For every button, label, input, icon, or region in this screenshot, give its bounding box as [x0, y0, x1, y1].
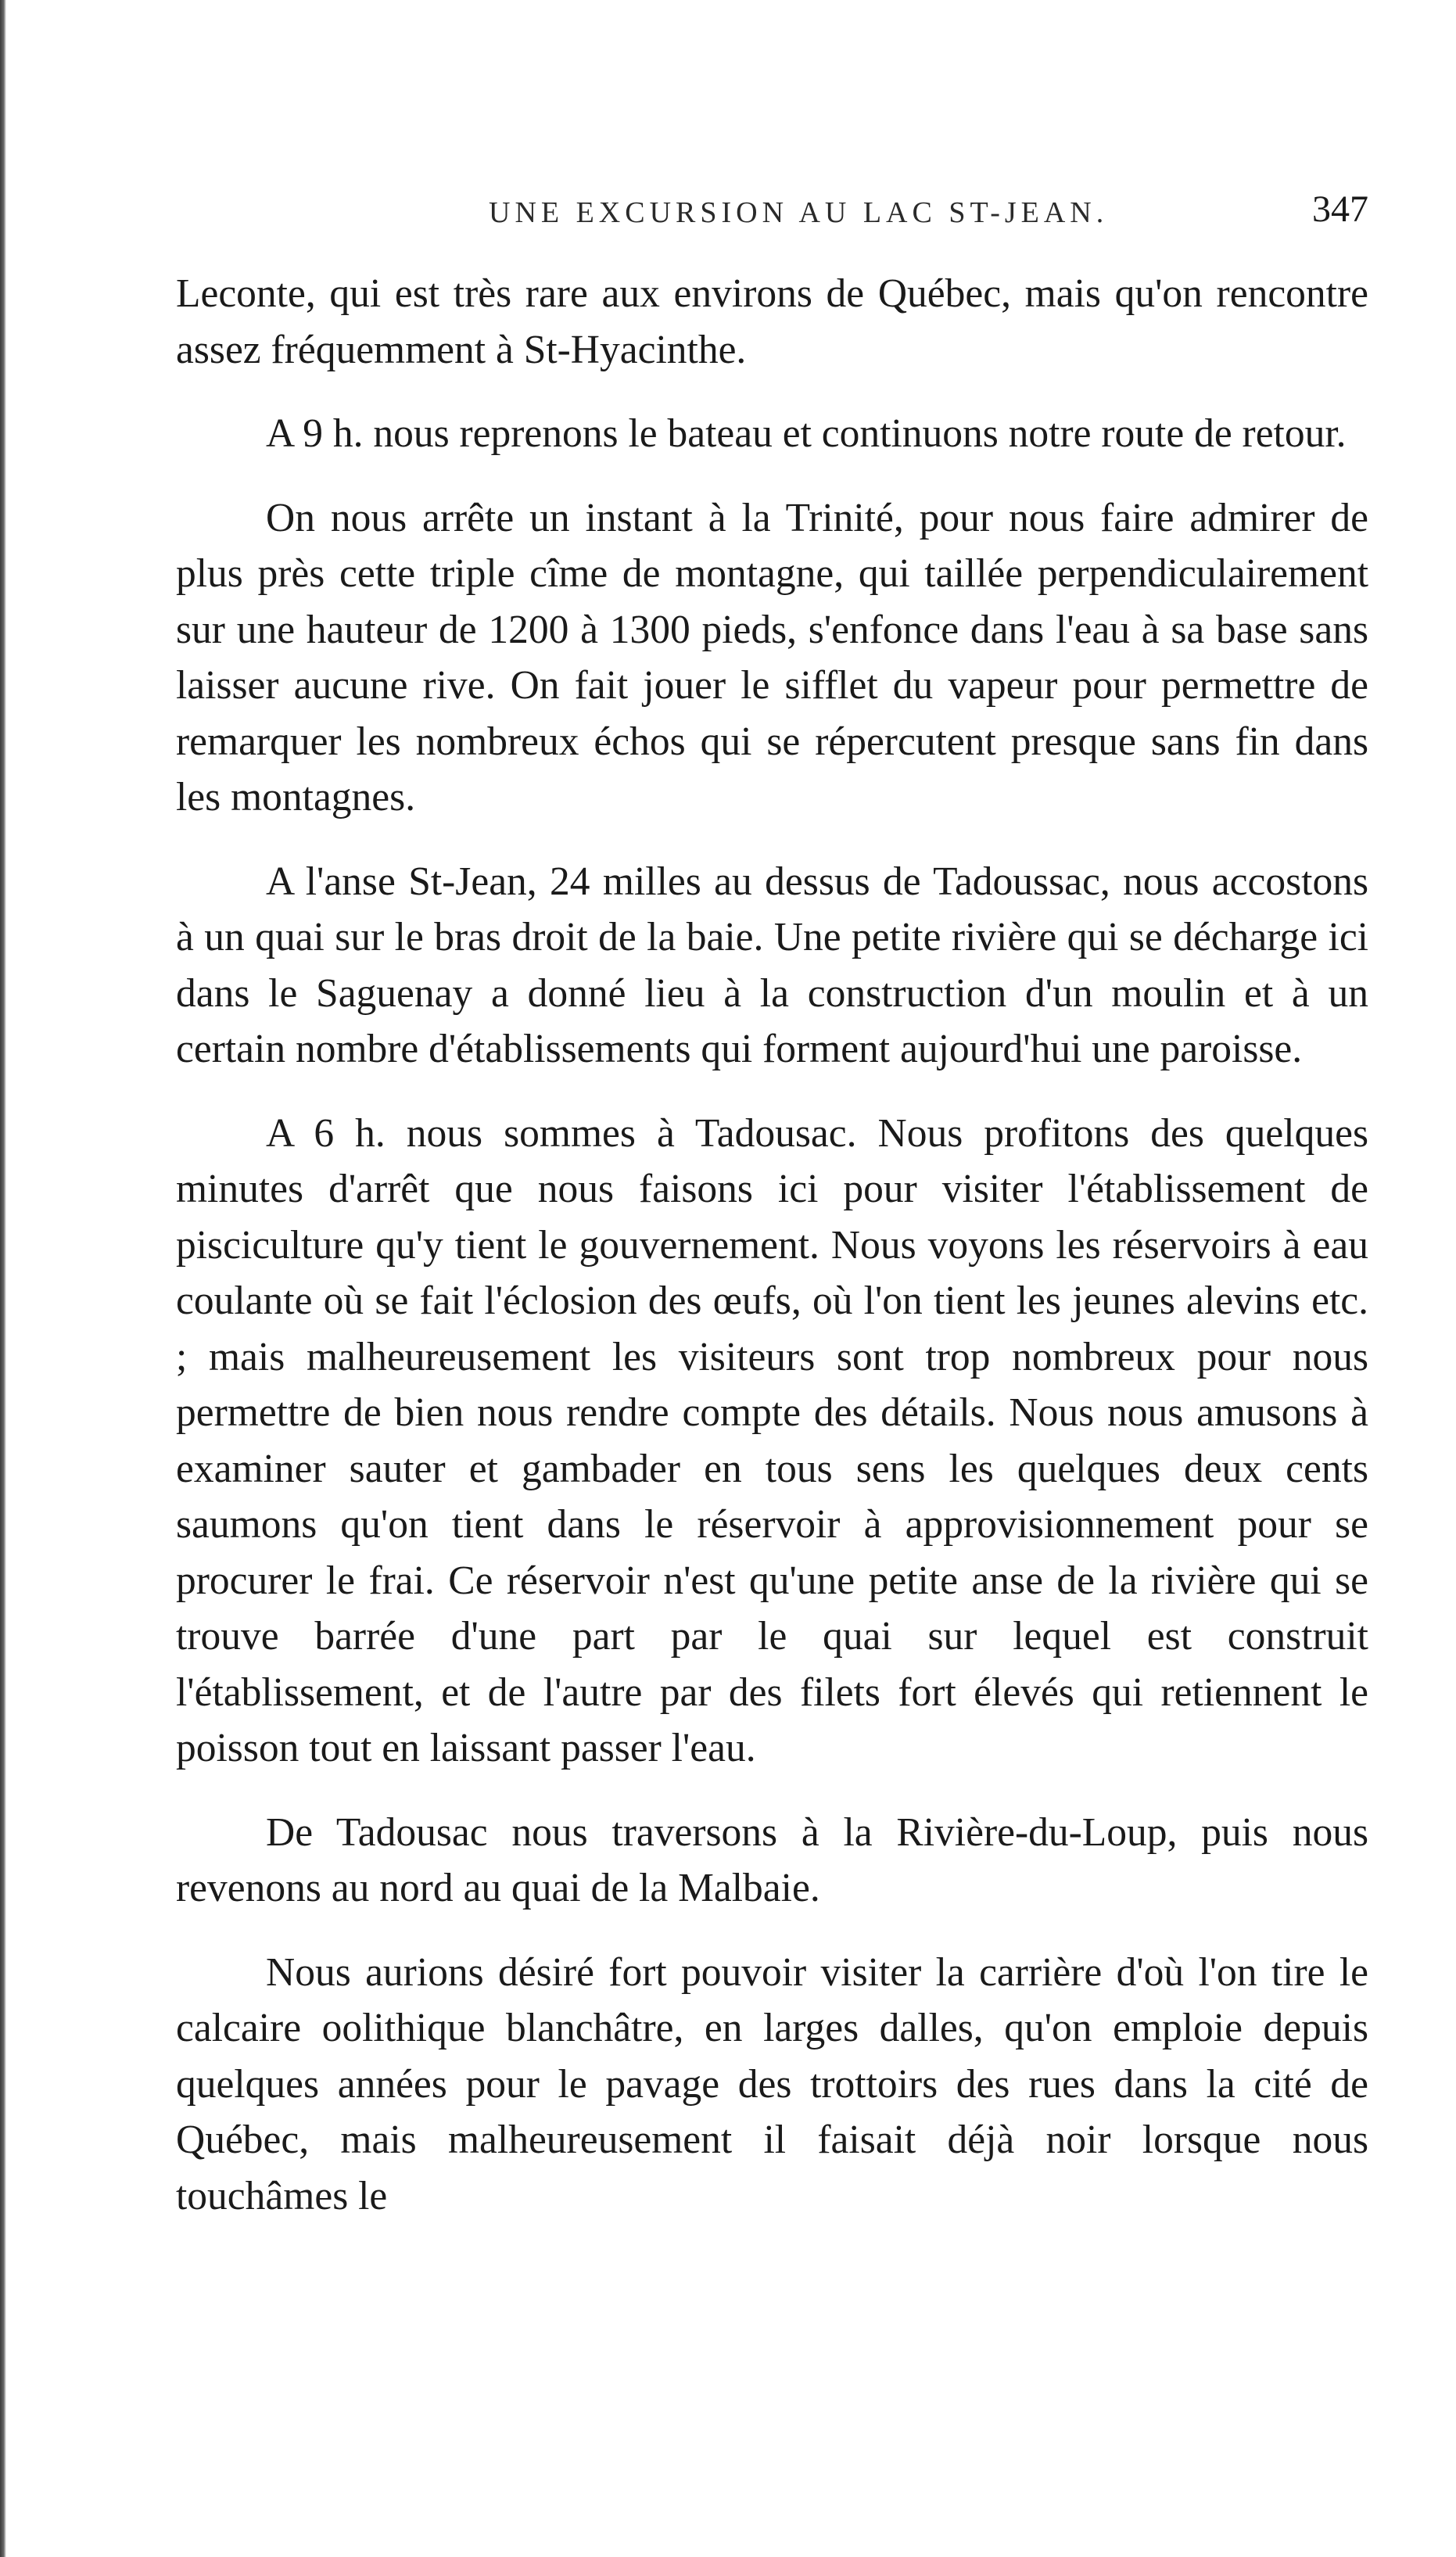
body-text [176, 266, 1368, 2224]
page-binding-edge [0, 0, 6, 2557]
paragraph-continuation: Leconte, qui est très rare aux environs de Québec, mais qu'on rencontre assez fréquemment à St-Hyacinthe. [176, 271, 1368, 372]
paragraph-gap [176, 1777, 1368, 1805]
running-head: UNE EXCURSION AU LAC ST-JEAN. [489, 196, 1109, 229]
paragraph-gap [176, 462, 1368, 490]
paragraph-riviere-du-loup: De Tadousac nous traversons à la Rivière-du-Loup, puis nous revenons au nord au quai de la Malbaie. [176, 1809, 1368, 1910]
paragraph-gap [176, 1078, 1368, 1106]
paragraph-anse-st-jean: A l'anse St-Jean, 24 milles au dessus de Tadoussac, nous accostons à un quai sur le bras droit de la baie. Une petite rivière qui se décharge ici dans le Saguenay a donné lieu à la construction d'un moulin et à un certain nombre d'établissements qui forment aujourd'hui une paroisse. [176, 859, 1368, 1071]
paragraph-gap [176, 1917, 1368, 1945]
paragraph-trinite: On nous arrête un instant à la Trinité, pour nous faire admirer de plus près cette triple cîme de montagne, qui taillée perpendiculairement sur une hauteur de 1200 à 1300 pieds, s'enfonce dans l'eau à sa base sans laisser aucune rive. On fait jouer le sifflet du vapeur pour permettre de remarquer les nombreux échos qui se répercutent presque sans fin dans les montagnes. [176, 495, 1368, 819]
paragraph-departure: A 9 h. nous reprenons le bateau et continuons notre route de retour. [266, 411, 1347, 456]
paragraph-gap [176, 378, 1368, 406]
paragraph-malbaie: Nous aurions désiré fort pouvoir visiter la carrière d'où l'on tire le calcaire oolithique blanchâtre, en larges dalles, qu'on emploie depuis quelques années pour le pavage des trottoirs des rues dans la cité de Québec, mais malheureusement il faisait déjà noir lorsque nous touchâmes le [176, 1949, 1368, 2218]
paragraph-gap [176, 826, 1368, 854]
page-number: 347 [1312, 188, 1368, 230]
page-header [176, 181, 1368, 244]
paragraph-tadousac: A 6 h. nous sommes à Tadousac. Nous profitons des quelques minutes d'arrêt que nous faisons ici pour visiter l'établissement de pisciculture qu'y tient le gouvernement. Nous voyons les réservoirs à eau coulante où se fait l'éclosion des œufs, où l'on tient les jeunes alevins etc. ; mais malheureusement les visiteurs sont trop nombreux pour nous permettre de bien nous rendre compte des détails. Nous nous amusons à examiner sauter et gambader en tous sens les quelques deux cents saumons qu'on tient dans le réservoir à approvisionnement pour se procurer le frai. Ce réservoir n'est qu'une petite anse de la rivière qui se trouve barrée d'une part par le quai sur lequel est construit l'établissement, et de l'autre par des filets fort élevés qui retiennent le poisson tout en laissant passer l'eau. [176, 1110, 1368, 1770]
